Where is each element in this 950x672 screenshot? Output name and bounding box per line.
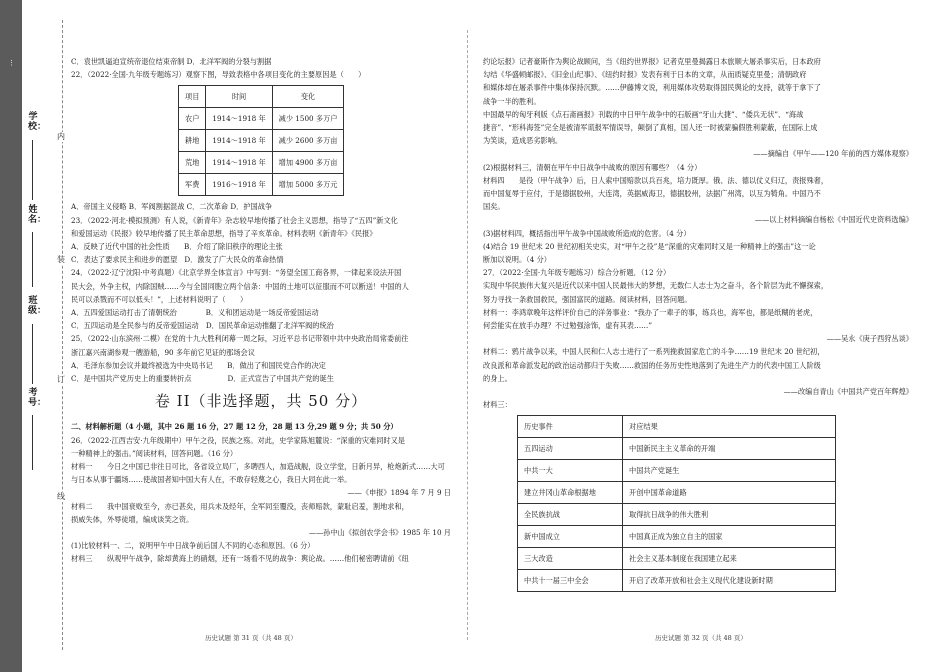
q26-stem-1: 26．（2022·江西吉安·九年级期中）甲午之役，民族之殇。对此，史学家陈旭麓说：“深重的灾难同时又是 — [71, 435, 405, 445]
left-binding-bar — [0, 0, 22, 672]
seal-char-xian: 线 — [57, 492, 65, 501]
table-header-cell: 项目 — [179, 86, 206, 108]
table-header-cell: 历史事件 — [518, 416, 623, 438]
table-row — [518, 482, 836, 504]
binding-marks: ⋮ — [8, 59, 15, 67]
q22-stem: 22．（2022·全国·九年级专题练习）观察下图，导致表格中各项目变化的主要原因是（ ） — [71, 70, 366, 80]
table-cell: 荒地 — [179, 152, 206, 174]
table-row — [179, 130, 344, 152]
material-2-line-2: 损威失体，外辱徒增，编成谈笑之资。 — [71, 514, 194, 524]
table-cell: 军费 — [179, 174, 206, 196]
sub-question-4-line-2: 断加以说明。（4 分） — [483, 255, 551, 265]
q27-material-1-source: ——吴永《庚子西狩丛谈》 — [826, 334, 913, 344]
material-1-line-2: 与日本从事于疆场……使战国者知中国大有人在，不敢存轻蔑之心，我日大同在此一举。 — [71, 475, 352, 485]
class-line — [32, 324, 34, 384]
sub-question-3: (3)据材料四，概括指出甲午战争中国战败所造成的危害。（4 分） — [483, 228, 691, 238]
table-cell: 中国新民主主义革命的开端 — [623, 438, 836, 460]
material-3-source: ——摘编自《甲午——120 年前的西方媒体观察》 — [753, 149, 913, 159]
q24-options-cd: C．五四运动是全民参与的反帝爱国运动 D．国民革命运动推翻了北洋军阀的统治 — [71, 321, 334, 331]
binding-strip — [24, 0, 65, 672]
q27-material-2-source: ——改编自青山《中国共产党百年辉煌》 — [783, 387, 913, 397]
q23-stem-1: 23．（2022·河北·模拟预测）有人说，《新青年》杂志较早地传播了社会主义思想，指导了“五四”新文化 — [71, 215, 398, 225]
q25-options-ab: A．毛泽东参加会议并最终被选为中央局书记 B．做出了和国民党合作的决定 — [71, 360, 326, 370]
table-row — [179, 174, 344, 196]
page-footer-right: 历史试题 第 32 页（共 48 页） — [655, 634, 747, 642]
table-cell: 减少 1500 多万户 — [272, 108, 344, 130]
q26-stem-2: 一种精神上的强击。”阅读材料，回答问题。（16 分） — [71, 448, 238, 458]
table-header-cell: 对应结果 — [623, 416, 836, 438]
table-cell: 增加 4900 多万亩 — [272, 152, 344, 174]
seal-line — [62, 20, 63, 650]
table-row — [518, 570, 836, 592]
q27-material-2-line-3: 的身上。 — [483, 373, 512, 383]
material-4-line-2: 而中国复辱于应付，于是德据胶州，大连湾，英据威海卫，德据胶州，法据广州湾，以互为犄角。中国乃不 — [483, 189, 821, 199]
left-column — [71, 55, 451, 566]
exam-no-line — [32, 415, 34, 470]
r-line-4: 战争一半的胜利。 — [483, 96, 541, 106]
class-label: 班级： — [28, 296, 47, 316]
r-line-2: 勾结《华盛顿邮报》、《旧金山纪事》、《纽约时报》发表有利于日本的文章，从而质疑克里曼；清朝政府 — [483, 70, 807, 80]
q24-stem-2: 民大会，外争主权，内除国贼……今与全国同胞立两个信条：中国的土地可以征服而不可以断送！中国的人 — [71, 281, 409, 291]
q27-intro-1: 实现中华民族伟大复兴是近代以来中国人民最伟大的梦想，无数仁人志士为之奋斗，各个阶层为此不懈探索， — [483, 281, 829, 291]
q24-options-ab: A．五四爱国运动打击了清朝统治 B．义和团运动是一场反帝爱国运动 — [71, 308, 319, 318]
section-title: 卷 II（非选择题，共 50 分） — [154, 392, 368, 411]
table-cell: 减少 2600 多万亩 — [272, 130, 344, 152]
table-cell: 三大改造 — [518, 548, 623, 570]
q27-material-2-line-2: 改良派和革命派发起的政治运动都归于失败……救国的任务历史性地落到了先进生产力的代表中国工人阶级 — [483, 360, 821, 370]
material-2-source: ——孙中山《拟创农学会书》1985 年 10 月 — [308, 528, 451, 538]
name-label: 姓名： — [28, 205, 47, 225]
page-footer-left: 历史试题 第 31 页（共 48 页） — [205, 634, 297, 642]
q27-intro-2: 努力寻找一条救国救民，强国富民的道路。阅读材料，回答问题。 — [483, 294, 692, 304]
seal-char-nei: 内 — [57, 132, 65, 141]
table-row — [518, 548, 836, 570]
table-cell: 开启了改革开放和社会主义现代化建设新时期 — [623, 570, 836, 592]
seal-char-ding: 订 — [57, 375, 65, 384]
table-cell: 增加 5000 多万元 — [272, 174, 344, 196]
material-2-line-1: 材料二 我中国衰败至今，亦已甚矣，用兵未及经年，全军同至覆没，丧师赔款，蒙耻启羞，割地求和， — [71, 501, 409, 511]
q23-options-cd: C．表达了要求民主和进步的愿望 D．激发了广大民众的革命热情 — [71, 255, 284, 265]
table-cell: 1914～1918 年 — [206, 130, 272, 152]
r-line-6: 捷音”、“形科海签”完全是被清军谎报军情误导，颠倒了真相，国人还一时被蒙骗假胜利蒙蔽，在国际上成 — [483, 123, 818, 133]
table-cell: 社会主义基本制度在我国建立起来 — [623, 548, 836, 570]
q25-stem-2: 浙江嘉兴南湖参观一艘游船，90 多年前它见证的那场会议 — [71, 347, 255, 357]
q27-stem: 27．（2022·全国·九年级专题练习）综合分析题．（12 分） — [483, 268, 671, 278]
q27-material-1-line-2: 何尝能实在放手办理？不过勉强涂饰，虚有其表……” — [483, 321, 652, 331]
q27-material-1-line-1: 材料一：李鸿章晚年这样评价自己的洋务事业：“我办了一辈子的事，练兵也，海军也，都是纸糊的老虎， — [483, 307, 818, 317]
table-header-cell: 时间 — [206, 86, 272, 108]
table-row — [518, 460, 836, 482]
q21-options-cd: C．袁世凯逼迫宣统帝退位结束帝制 D．北洋军阀的分裂与割据 — [71, 57, 272, 66]
q23-options-ab: A．反映了近代中国的社会性质 B．介绍了除旧秩序的理论主张 — [71, 242, 283, 252]
material-4-line-3: 国矣。 — [483, 202, 505, 212]
table-cell: 中国真正成为独立自主的国家 — [623, 526, 836, 548]
table-header-row — [518, 416, 836, 438]
part2-heading: 二、材料解析题（4 小题，其中 26 题 16 分，27 题 12 分，28 题 13 分,29 题 9 分；共 50 分） — [71, 422, 398, 432]
table-cell: 建立井冈山革命根据地 — [518, 482, 623, 504]
q27-material-3-label: 材料三： — [483, 400, 512, 410]
table-cell: 中国共产党诞生 — [623, 460, 836, 482]
table-cell: 耕地 — [179, 130, 206, 152]
table-cell: 1916～1918 年 — [206, 174, 272, 196]
q24-stem-3: 民可以杀戮而不可以低头！”，上述材料说明了（ ） — [71, 294, 248, 304]
school-line — [32, 140, 34, 200]
q22-options: A．帝国主义侵略 B．军阀割据混战 C．二次革命 D．护国战争 — [71, 202, 273, 212]
right-column — [483, 55, 913, 592]
q23-stem-2: 和爱国运动《民报》较早地传播了民主革命思想，指导了辛亥革命。材料表明《新青年》《民报》 — [71, 228, 377, 238]
sub-question-1: (1)比较材料一、二，说明甲午中日战争前后国人不同的心态和原因。（6 分） — [71, 541, 315, 551]
material-1-line-1: 材料一 今日之中国已非往日可比，各省设立局厂，多聘西人，加造战舰，设立学堂，日新月异，枪炮新式……大可 — [71, 462, 445, 472]
table-row — [518, 504, 836, 526]
table-cell: 开创中国革命道路 — [623, 482, 836, 504]
q27-table — [517, 415, 836, 592]
table-row — [518, 526, 836, 548]
table-row — [179, 152, 344, 174]
r-line-7: 为笑谈，造成恶劣影响。 — [483, 136, 563, 146]
table-cell: 新中国成立 — [518, 526, 623, 548]
column-divider — [467, 30, 468, 640]
material-4-line-1: 材料四 是役（甲午战争）后，日人索中国赔款以兵百兆，培力既厚。俄、法、德以仗义归辽，责报殊奢， — [483, 175, 829, 185]
material-4-source: ——以上材料摘编自杨松《中国近代史资料选编》 — [754, 215, 913, 225]
table-cell: 1914～1918 年 — [206, 152, 272, 174]
material-3-line-1: 材料三 纵观甲午战争，除却黄海上的硝烟，还有一场看不见的战争：舆论战。……他们秘密聘请前《纽 — [71, 554, 409, 564]
q24-stem-1: 24．（2022·辽宁沈阳·中考真题）《北京学界全体宣言》中写到：“务望全国工商各界，一律起来设法开国 — [71, 268, 402, 278]
q25-stem-1: 25．（2022·山东滨州·二模）在党的十九大胜利闭幕一周之际，习近平总书记带领中共中央政治局常委前往 — [71, 334, 409, 344]
r-line-5: 中国最早的匈牙利版《点石斋画报》刊载的中日甲午战争中的石版画“牙山大捷”、“倭兵无状”、“海战 — [483, 109, 804, 119]
name-line — [32, 232, 34, 287]
school-label: 学校： — [28, 112, 47, 132]
q27-material-2-line-1: 材料二：鸦片战争以来，中国人民和仁人志士进行了一系列挽救国家危亡的斗争……19 世纪末 20 世纪初， — [483, 347, 825, 357]
sub-question-2: (2)根据材料三，清朝在甲午中日战争中战败的原因有哪些？（4 分） — [483, 162, 702, 172]
table-row — [179, 108, 344, 130]
sub-question-4-line-1: (4)结合 19 世纪末 20 世纪初相关史实，对“甲午之役”是“深重的灾难同时又是一种精神上的强击”这一论 — [483, 241, 816, 251]
table-cell: 五四运动 — [518, 438, 623, 460]
r-line-3: 和媒体却在屠杀事件中集体保持沉默。……伊藤博文说，利用媒体攻势取得国民舆论的支持，就等于拿下了 — [483, 83, 821, 93]
table-cell: 全民族抗战 — [518, 504, 623, 526]
r-line-1: 约论坛报》记者豪斯作为舆论战顾问，当《纽约世界报》记者克里曼揭露日本旅顺大屠杀事实后，日本政府 — [483, 57, 821, 66]
table-cell: 中共十一届三中全会 — [518, 570, 623, 592]
seal-char-zhuang: 装 — [57, 255, 65, 264]
exam-no-label: 考号： — [28, 388, 47, 408]
table-header-cell: 变化 — [272, 86, 344, 108]
q25-options-cd: C．是中国共产党历史上的重要转折点 D．正式宣告了中国共产党的诞生 — [71, 374, 334, 384]
table-row — [518, 438, 836, 460]
material-1-source: ——《申报》1894 年 7 月 9 日 — [347, 488, 451, 498]
table-cell: 1914～1918 年 — [206, 108, 272, 130]
table-header-row — [179, 86, 344, 108]
table-cell: 取得抗日战争的伟大胜利 — [623, 504, 836, 526]
table-cell: 农户 — [179, 108, 206, 130]
q22-table — [178, 85, 344, 196]
table-cell: 中共一大 — [518, 460, 623, 482]
